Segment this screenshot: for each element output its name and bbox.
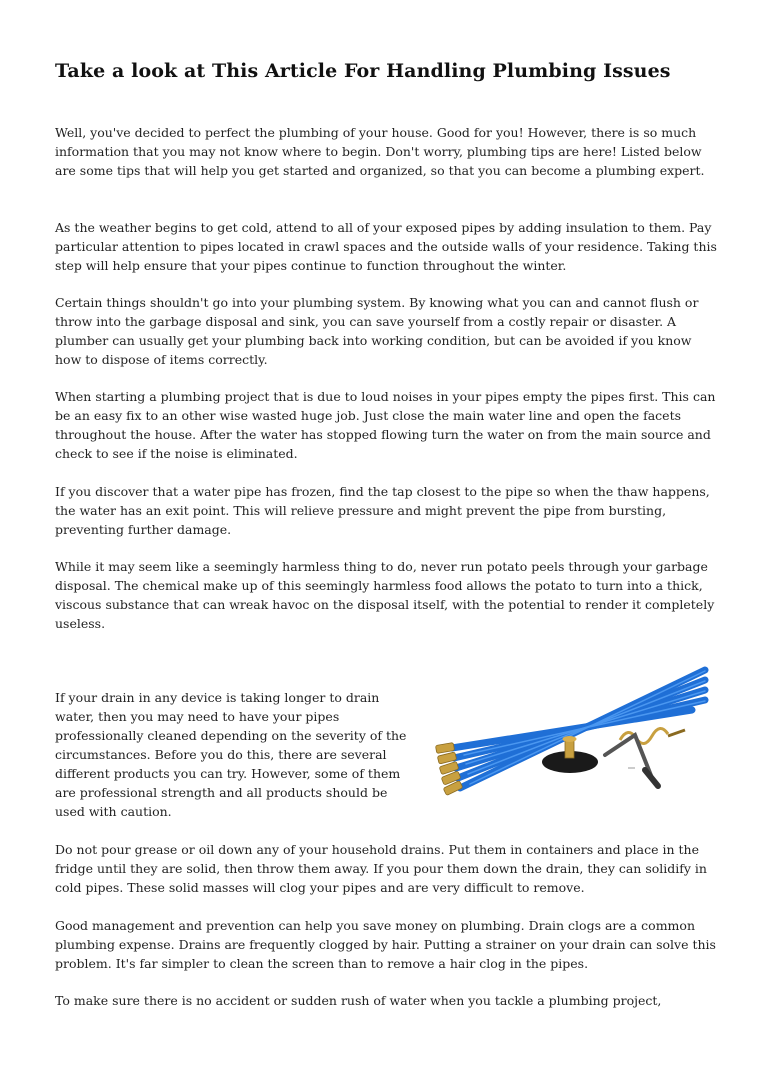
paragraph-1: Well, you've decided to perfect the plumbing of your house. Good for you! However, there is so much information that you may not know where to begin. Don't worry, plumbing tips are here! Listed below are some tips that will help you get started and organized, so that you can become a plumbing expert. — [55, 125, 705, 178]
paragraph-6: While it may seem like a seemingly harmless thing to do, never run potato peels through your garbage disposal. The chemical make up of this seemingly harmless food allows the potato to turn into a thick, viscous substance that can wreak havoc on the disposal itself, with the potential to render it completely useless. — [55, 559, 715, 631]
paragraph-3: Certain things shouldn't go into your plumbing system. By knowing what you can and cannot flush or throw into the garbage disposal and sink, you can save yourself from a costly repair or disaster. A plumber can usually get your plumbing back into working condition, but can be avoided if you know how to dispose of items correctly. — [55, 295, 699, 367]
rod-handle — [605, 735, 658, 786]
drain-rods — [435, 670, 705, 796]
paragraph-8: Do not pour grease or oil down any of your household drains. Put them in containers and place in the fridge until they are solid, then throw them away. If you pour them down the drain, they can solidify in cold pipes. These solid masses will clog your pipes and are very difficult to remove. — [55, 842, 707, 895]
article-title: Take a look at This Article For Handling Plumbing Issues — [55, 60, 671, 82]
paragraph-10: To make sure there is no accident or sudden rush of water when you tackle a plumbing project, — [55, 993, 662, 1008]
paragraph-5: If you discover that a water pipe has frozen, find the tap closest to the pipe so when the thaw happens, the water has an exit point. This will relieve pressure and might prevent the pipe from bursting, preventing further damage. — [55, 484, 710, 537]
paragraph-7: If your drain in any device is taking longer to drain water, then you may need to have your pipes professionally cleaned depending on the severity of the circumstances. Before you do this, there are several different products you can try. However, some of them are professional strength and all products should be used with caution. — [55, 690, 407, 819]
corkscrew-attachment — [620, 728, 685, 743]
drain-rods-image — [430, 660, 710, 810]
paragraph-9: Good management and prevention can help you save money on plumbing. Drain clogs are a common plumbing expense. Drains are frequently clogged by hair. Putting a strainer on your drain can solve this problem. It's far simpler to clean the screen than to remove a hair clog in the pipes. — [55, 918, 716, 971]
paragraph-4: When starting a plumbing project that is due to loud noises in your pipes empty the pipes first. This can be an easy fix to an other wise wasted huge job. Just close the main water line and open the facets throughout the house. After the water has stopped flowing turn the water on from the main source and check to see if the noise is eliminated. — [55, 389, 716, 461]
paragraph-2: As the weather begins to get cold, attend to all of your exposed pipes by adding insulation to them. Pay particular attention to pipes located in crawl spaces and the outside walls of your residence. Taking this step will help ensure that your pipes continue to function throughout the winter. — [55, 220, 717, 273]
